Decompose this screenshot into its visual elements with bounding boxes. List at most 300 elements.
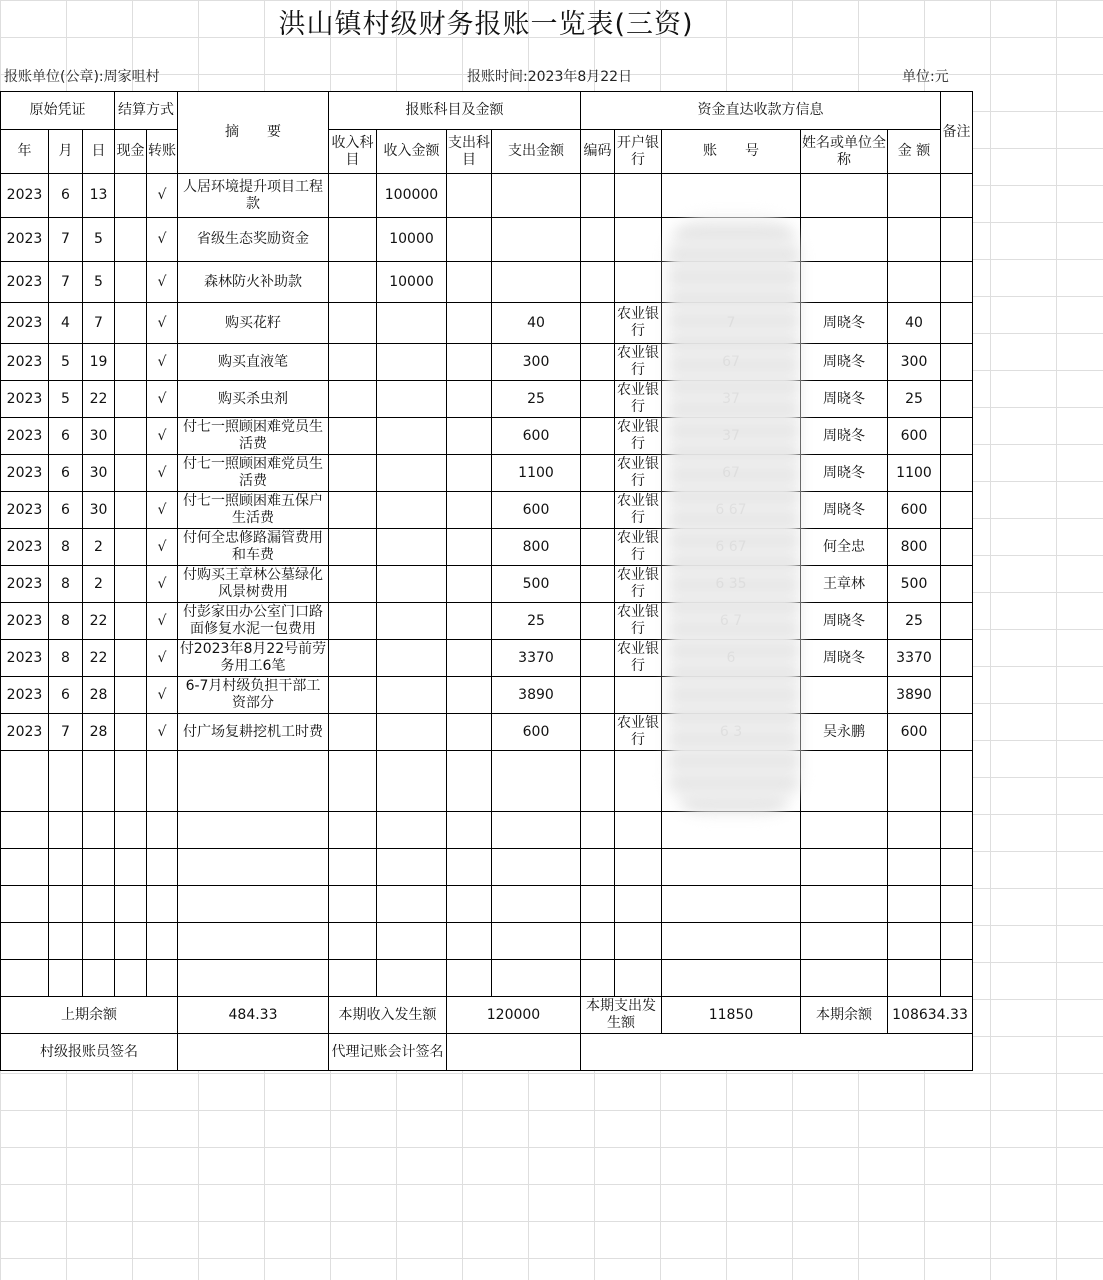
income-subject-cell <box>329 603 377 640</box>
ledger-table <box>0 91 973 1071</box>
bank-cell: 农业银行 <box>615 603 662 640</box>
day-cell: 2 <box>83 566 115 603</box>
cash-cell <box>115 566 147 603</box>
transfer-check: √ <box>147 640 178 677</box>
empty-cell <box>447 751 492 812</box>
cash-cell <box>115 344 147 381</box>
remark-cell <box>941 344 973 381</box>
code-cell <box>581 455 615 492</box>
transfer-check: √ <box>147 603 178 640</box>
income-amount-cell <box>377 344 447 381</box>
empty-row <box>1 960 973 997</box>
empty-cell <box>447 849 492 886</box>
expense-amount-cell: 600 <box>492 492 581 529</box>
empty-cell <box>615 923 662 960</box>
empty-cell <box>49 886 83 923</box>
empty-cell <box>447 886 492 923</box>
bank-cell: 农业银行 <box>615 529 662 566</box>
empty-cell <box>492 886 581 923</box>
header-original-voucher: 原始凭证 <box>1 92 115 130</box>
table-row <box>1 218 973 262</box>
payee-amount-cell: 3370 <box>888 640 941 677</box>
empty-cell <box>492 849 581 886</box>
empty-cell <box>888 960 941 997</box>
expense-amount-cell: 600 <box>492 714 581 751</box>
empty-row <box>1 849 973 886</box>
expense-amount-cell: 1100 <box>492 455 581 492</box>
empty-cell <box>801 812 888 849</box>
income-amount-cell: 100000 <box>377 174 447 218</box>
table-row <box>1 455 973 492</box>
prev-balance-value: 484.33 <box>178 997 329 1034</box>
payee-amount-cell <box>888 174 941 218</box>
income-amount-cell <box>377 603 447 640</box>
month-cell: 6 <box>49 455 83 492</box>
month-cell: 4 <box>49 303 83 344</box>
empty-cell <box>492 960 581 997</box>
year-cell: 2023 <box>1 418 49 455</box>
summary-cell: 付七一照顾困难党员生活费 <box>178 418 329 455</box>
code-cell <box>581 344 615 381</box>
cash-cell <box>115 218 147 262</box>
empty-cell <box>49 812 83 849</box>
empty-cell <box>178 960 329 997</box>
expense-subject-cell <box>447 303 492 344</box>
summary-cell: 购买杀虫剂 <box>178 381 329 418</box>
payee-name-cell: 周晓冬 <box>801 381 888 418</box>
bank-cell: 农业银行 <box>615 492 662 529</box>
empty-cell <box>115 923 147 960</box>
empty-cell <box>83 812 115 849</box>
income-subject-cell <box>329 566 377 603</box>
currency-unit: 单位:元 <box>902 69 949 85</box>
village-signer-label: 村级报账员签名 <box>1 1034 178 1071</box>
income-amount-cell <box>377 455 447 492</box>
income-amount-cell: 10000 <box>377 218 447 262</box>
empty-cell <box>581 849 615 886</box>
expense-subject-cell <box>447 640 492 677</box>
transfer-check: √ <box>147 381 178 418</box>
empty-cell <box>941 751 973 812</box>
agent-signer-label: 代理记账会计签名 <box>329 1034 447 1071</box>
page-title: 洪山镇村级财务报账一览表(三资) <box>278 9 694 40</box>
village-signer-field[interactable] <box>178 1034 329 1071</box>
transfer-check: √ <box>147 174 178 218</box>
payee-name-cell: 何全忠 <box>801 529 888 566</box>
transfer-check: √ <box>147 529 178 566</box>
expense-amount-cell: 25 <box>492 381 581 418</box>
empty-cell <box>147 923 178 960</box>
code-cell <box>581 218 615 262</box>
header-expense-amount: 支出金额 <box>492 130 581 174</box>
payee-name-cell <box>801 174 888 218</box>
expense-subject-cell <box>447 603 492 640</box>
month-cell: 8 <box>49 529 83 566</box>
cash-cell <box>115 418 147 455</box>
expense-amount-cell <box>492 174 581 218</box>
reporting-time: 报账时间:2023年8月22日 <box>467 69 633 85</box>
empty-cell <box>329 886 377 923</box>
month-cell: 7 <box>49 218 83 262</box>
payee-name-cell <box>801 262 888 303</box>
remark-cell <box>941 566 973 603</box>
day-cell: 5 <box>83 262 115 303</box>
bank-cell: 农业银行 <box>615 381 662 418</box>
summary-cell: 付何全忠修路漏管费用和车费 <box>178 529 329 566</box>
summary-cell: 人居环境提升项目工程款 <box>178 174 329 218</box>
payee-amount-cell: 25 <box>888 381 941 418</box>
empty-cell <box>662 960 801 997</box>
table-row <box>1 529 973 566</box>
day-cell: 19 <box>83 344 115 381</box>
empty-cell <box>329 849 377 886</box>
empty-cell <box>615 849 662 886</box>
code-cell <box>581 381 615 418</box>
payee-name-cell: 周晓冬 <box>801 603 888 640</box>
bank-cell: 农业银行 <box>615 303 662 344</box>
day-cell: 30 <box>83 492 115 529</box>
year-cell: 2023 <box>1 344 49 381</box>
expense-subject-cell <box>447 677 492 714</box>
code-cell <box>581 603 615 640</box>
expense-subject-cell <box>447 714 492 751</box>
transfer-check: √ <box>147 262 178 303</box>
cash-cell <box>115 529 147 566</box>
transfer-check: √ <box>147 492 178 529</box>
income-subject-cell <box>329 381 377 418</box>
day-cell: 22 <box>83 603 115 640</box>
summary-cell: 森林防火补助款 <box>178 262 329 303</box>
cash-cell <box>115 677 147 714</box>
remark-cell <box>941 262 973 303</box>
expense-subject-cell <box>447 218 492 262</box>
empty-cell <box>941 849 973 886</box>
year-cell: 2023 <box>1 566 49 603</box>
payee-amount-cell: 800 <box>888 529 941 566</box>
cash-cell <box>115 492 147 529</box>
payee-amount-cell <box>888 218 941 262</box>
code-cell <box>581 714 615 751</box>
account-cell <box>662 174 801 218</box>
empty-cell <box>1 849 49 886</box>
month-cell: 5 <box>49 381 83 418</box>
income-subject-cell <box>329 455 377 492</box>
empty-cell <box>941 812 973 849</box>
income-amount-cell <box>377 381 447 418</box>
empty-cell <box>1 886 49 923</box>
cash-cell <box>115 640 147 677</box>
summary-cell: 付彭家田办公室门口路面修复水泥一包费用 <box>178 603 329 640</box>
month-cell: 7 <box>49 714 83 751</box>
year-cell: 2023 <box>1 714 49 751</box>
expense-subject-cell <box>447 418 492 455</box>
month-cell: 6 <box>49 677 83 714</box>
cash-cell <box>115 455 147 492</box>
empty-cell <box>377 751 447 812</box>
expense-amount-cell: 3370 <box>492 640 581 677</box>
expense-amount-cell: 500 <box>492 566 581 603</box>
empty-cell <box>662 812 801 849</box>
bank-cell <box>615 262 662 303</box>
balance-value: 108634.33 <box>888 997 973 1034</box>
year-cell: 2023 <box>1 303 49 344</box>
expense-subject-cell <box>447 262 492 303</box>
day-cell: 22 <box>83 381 115 418</box>
remark-cell <box>941 455 973 492</box>
remark-cell <box>941 640 973 677</box>
year-cell: 2023 <box>1 640 49 677</box>
day-cell: 30 <box>83 418 115 455</box>
signature-blank <box>581 1034 973 1071</box>
income-amount-cell <box>377 640 447 677</box>
agent-signer-field[interactable] <box>447 1034 581 1071</box>
empty-cell <box>581 923 615 960</box>
empty-cell <box>492 923 581 960</box>
table-row <box>1 603 973 640</box>
header-cash: 现金 <box>115 130 147 174</box>
empty-cell <box>115 849 147 886</box>
code-cell <box>581 677 615 714</box>
code-cell <box>581 262 615 303</box>
income-total-label: 本期收入发生额 <box>329 997 447 1034</box>
year-cell: 2023 <box>1 677 49 714</box>
income-subject-cell <box>329 640 377 677</box>
table-row <box>1 303 973 344</box>
empty-cell <box>178 751 329 812</box>
payee-amount-cell: 600 <box>888 492 941 529</box>
remark-cell <box>941 381 973 418</box>
empty-row <box>1 923 973 960</box>
payee-name-cell <box>801 677 888 714</box>
empty-cell <box>115 751 147 812</box>
remark-cell <box>941 492 973 529</box>
code-cell <box>581 640 615 677</box>
empty-cell <box>49 849 83 886</box>
bank-cell: 农业银行 <box>615 455 662 492</box>
expense-subject-cell <box>447 566 492 603</box>
empty-cell <box>447 812 492 849</box>
year-cell: 2023 <box>1 174 49 218</box>
month-cell: 8 <box>49 603 83 640</box>
empty-cell <box>888 849 941 886</box>
table-row <box>1 492 973 529</box>
payee-amount-cell: 1100 <box>888 455 941 492</box>
redacted-account-blur <box>668 215 800 815</box>
empty-cell <box>178 812 329 849</box>
empty-cell <box>581 886 615 923</box>
cash-cell <box>115 714 147 751</box>
empty-cell <box>662 923 801 960</box>
empty-cell <box>801 849 888 886</box>
payee-name-cell: 王章林 <box>801 566 888 603</box>
empty-cell <box>1 960 49 997</box>
expense-amount-cell: 800 <box>492 529 581 566</box>
empty-cell <box>49 960 83 997</box>
day-cell: 7 <box>83 303 115 344</box>
empty-cell <box>615 886 662 923</box>
prev-balance-label: 上期余额 <box>1 997 178 1034</box>
payee-name-cell: 周晓冬 <box>801 492 888 529</box>
empty-cell <box>83 923 115 960</box>
day-cell: 2 <box>83 529 115 566</box>
empty-cell <box>178 886 329 923</box>
table-row <box>1 381 973 418</box>
empty-cell <box>801 886 888 923</box>
empty-cell <box>801 751 888 812</box>
empty-cell <box>49 923 83 960</box>
cash-cell <box>115 174 147 218</box>
cash-cell <box>115 603 147 640</box>
header-payee-info: 资金直达收款方信息 <box>581 92 941 130</box>
empty-cell <box>147 960 178 997</box>
income-amount-cell <box>377 418 447 455</box>
payee-name-cell: 周晓冬 <box>801 344 888 381</box>
income-subject-cell <box>329 418 377 455</box>
transfer-check: √ <box>147 218 178 262</box>
payee-amount-cell: 300 <box>888 344 941 381</box>
empty-cell <box>581 751 615 812</box>
expense-amount-cell: 40 <box>492 303 581 344</box>
expense-amount-cell <box>492 218 581 262</box>
year-cell: 2023 <box>1 492 49 529</box>
payee-amount-cell: 600 <box>888 418 941 455</box>
month-cell: 6 <box>49 174 83 218</box>
header-income-amount: 收入金额 <box>377 130 447 174</box>
empty-cell <box>49 751 83 812</box>
bank-cell: 农业银行 <box>615 640 662 677</box>
bank-cell: 农业银行 <box>615 418 662 455</box>
empty-cell <box>888 923 941 960</box>
income-amount-cell <box>377 714 447 751</box>
remark-cell <box>941 418 973 455</box>
empty-cell <box>377 886 447 923</box>
empty-cell <box>83 751 115 812</box>
income-amount-cell <box>377 566 447 603</box>
balance-label: 本期余额 <box>801 997 888 1034</box>
day-cell: 28 <box>83 714 115 751</box>
expense-amount-cell: 300 <box>492 344 581 381</box>
empty-cell <box>147 886 178 923</box>
income-subject-cell <box>329 677 377 714</box>
summary-cell: 付七一照顾困难五保户生活费 <box>178 492 329 529</box>
payee-name-cell: 吴永鹏 <box>801 714 888 751</box>
income-amount-cell <box>377 529 447 566</box>
empty-cell <box>492 812 581 849</box>
expense-total-value: 11850 <box>662 997 801 1034</box>
empty-cell <box>801 960 888 997</box>
remark-cell <box>941 603 973 640</box>
empty-row <box>1 751 973 812</box>
cash-cell <box>115 381 147 418</box>
year-cell: 2023 <box>1 381 49 418</box>
expense-subject-cell <box>447 455 492 492</box>
header-transfer: 转账 <box>147 130 178 174</box>
summary-cell: 付广场复耕挖机工时费 <box>178 714 329 751</box>
header-code: 编码 <box>581 130 615 174</box>
transfer-check: √ <box>147 677 178 714</box>
empty-cell <box>615 960 662 997</box>
payee-name-cell: 周晓冬 <box>801 455 888 492</box>
table-row <box>1 714 973 751</box>
empty-cell <box>329 960 377 997</box>
empty-cell <box>888 886 941 923</box>
empty-cell <box>83 849 115 886</box>
transfer-check: √ <box>147 344 178 381</box>
table-row <box>1 640 973 677</box>
empty-cell <box>377 812 447 849</box>
table-row <box>1 344 973 381</box>
year-cell: 2023 <box>1 262 49 303</box>
empty-cell <box>888 812 941 849</box>
income-amount-cell <box>377 303 447 344</box>
income-subject-cell <box>329 174 377 218</box>
empty-cell <box>115 812 147 849</box>
empty-cell <box>83 886 115 923</box>
bank-cell: 农业银行 <box>615 344 662 381</box>
bank-cell <box>615 218 662 262</box>
payee-name-cell: 周晓冬 <box>801 303 888 344</box>
income-subject-cell <box>329 344 377 381</box>
year-cell: 2023 <box>1 455 49 492</box>
empty-row <box>1 886 973 923</box>
summary-cell: 付购买王章林公墓绿化风景树费用 <box>178 566 329 603</box>
empty-cell <box>329 751 377 812</box>
header-expense-subject: 支出科目 <box>447 130 492 174</box>
expense-amount-cell: 3890 <box>492 677 581 714</box>
empty-cell <box>941 923 973 960</box>
expense-amount-cell: 25 <box>492 603 581 640</box>
table-row <box>1 677 973 714</box>
cash-cell <box>115 303 147 344</box>
empty-cell <box>329 812 377 849</box>
payee-amount-cell: 40 <box>888 303 941 344</box>
day-cell: 30 <box>83 455 115 492</box>
header-summary: 摘 要 <box>178 92 329 174</box>
income-amount-cell <box>377 677 447 714</box>
header-accounts-amount: 报账科目及金额 <box>329 92 581 130</box>
income-subject-cell <box>329 714 377 751</box>
income-subject-cell <box>329 529 377 566</box>
remark-cell <box>941 677 973 714</box>
empty-cell <box>447 923 492 960</box>
empty-cell <box>662 886 801 923</box>
empty-cell <box>178 923 329 960</box>
year-cell: 2023 <box>1 218 49 262</box>
month-cell: 8 <box>49 640 83 677</box>
income-subject-cell <box>329 262 377 303</box>
expense-subject-cell <box>447 174 492 218</box>
day-cell: 28 <box>83 677 115 714</box>
month-cell: 6 <box>49 418 83 455</box>
reporting-unit: 报账单位(公章):周家咀村 <box>4 69 160 85</box>
summary-cell: 付2023年8月22号前劳务用工6笔 <box>178 640 329 677</box>
empty-cell <box>615 812 662 849</box>
empty-cell <box>941 886 973 923</box>
day-cell: 5 <box>83 218 115 262</box>
expense-amount-cell <box>492 262 581 303</box>
month-cell: 6 <box>49 492 83 529</box>
header-income-subject: 收入科目 <box>329 130 377 174</box>
empty-cell <box>178 849 329 886</box>
empty-cell <box>115 886 147 923</box>
code-cell <box>581 566 615 603</box>
transfer-check: √ <box>147 418 178 455</box>
expense-subject-cell <box>447 381 492 418</box>
header-day: 日 <box>83 130 115 174</box>
transfer-check: √ <box>147 566 178 603</box>
empty-cell <box>377 849 447 886</box>
remark-cell <box>941 174 973 218</box>
